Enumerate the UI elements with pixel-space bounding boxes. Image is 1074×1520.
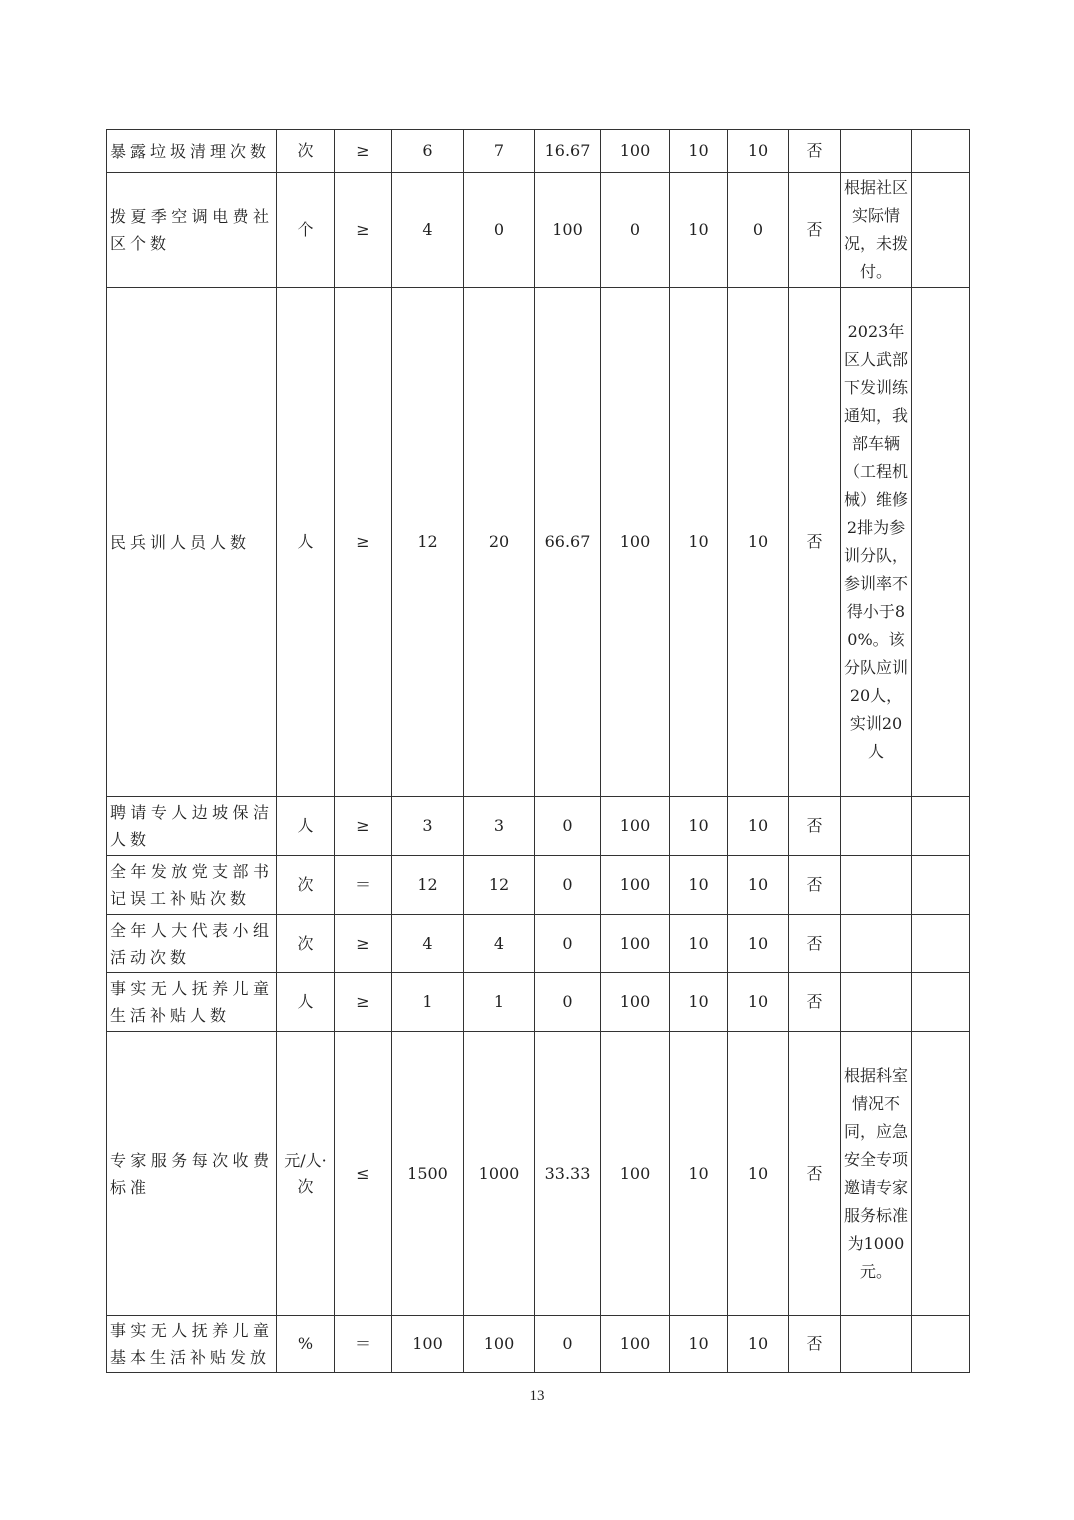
table-row: [107, 288, 970, 797]
cell-extra: [912, 173, 970, 288]
cell-note: 根据科室情况不同，应急安全专项邀请专家服务标准为1000元。: [841, 1032, 912, 1316]
cell-extra: [912, 1316, 970, 1373]
cell-flag: 否: [789, 1032, 841, 1316]
cell-flag: 否: [789, 856, 841, 915]
cell-rate: 100: [601, 915, 670, 973]
cell-actual: 100: [464, 1316, 535, 1373]
cell-name: 事实无人抚养儿童基本生活补贴发放: [107, 1316, 277, 1373]
cell-dev: 33.33: [535, 1032, 601, 1316]
cell-op: ≥: [335, 973, 392, 1032]
page-number: 13: [529, 1388, 545, 1404]
cell-op: ≥: [335, 173, 392, 288]
cell-unit: 次: [277, 856, 335, 915]
cell-op: ≥: [335, 288, 392, 797]
cell-op: ≥: [335, 915, 392, 973]
cell-score: 10: [728, 797, 789, 856]
cell-unit: 元/人·次: [277, 1032, 335, 1316]
table-row: [107, 856, 970, 915]
cell-op: ≤: [335, 1032, 392, 1316]
cell-note: 2023年区人武部下发训练通知，我部车辆（工程机械）维修2排为参训分队，参训率不得小于80%。该分队应训20人，实训20人: [841, 288, 912, 797]
cell-score: 10: [728, 856, 789, 915]
cell-weight: 10: [670, 915, 728, 973]
cell-target: 12: [392, 288, 464, 797]
table-row: [107, 915, 970, 973]
cell-unit: 次: [277, 130, 335, 173]
cell-actual: 12: [464, 856, 535, 915]
cell-actual: 4: [464, 915, 535, 973]
cell-rate: 100: [601, 856, 670, 915]
cell-score: 10: [728, 288, 789, 797]
cell-actual: 1000: [464, 1032, 535, 1316]
cell-flag: 否: [789, 173, 841, 288]
cell-score: 10: [728, 1316, 789, 1373]
cell-dev: 0: [535, 856, 601, 915]
cell-flag: 否: [789, 973, 841, 1032]
cell-score: 10: [728, 915, 789, 973]
cell-note: 根据社区实际情况，未拨付。: [841, 173, 912, 288]
cell-name: 民兵训人员人数: [107, 288, 277, 797]
cell-target: 4: [392, 173, 464, 288]
cell-weight: 10: [670, 797, 728, 856]
cell-dev: 0: [535, 1316, 601, 1373]
cell-note: [841, 915, 912, 973]
cell-weight: 10: [670, 130, 728, 173]
cell-score: 10: [728, 1032, 789, 1316]
table-row: [107, 973, 970, 1032]
cell-weight: 10: [670, 973, 728, 1032]
table-row: [107, 1032, 970, 1316]
cell-unit: 人: [277, 973, 335, 1032]
cell-rate: 100: [601, 130, 670, 173]
cell-dev: 100: [535, 173, 601, 288]
cell-flag: 否: [789, 130, 841, 173]
cell-weight: 10: [670, 856, 728, 915]
cell-weight: 10: [670, 173, 728, 288]
cell-extra: [912, 130, 970, 173]
table-row: [107, 173, 970, 288]
table-row: [107, 130, 970, 173]
cell-score: 10: [728, 973, 789, 1032]
cell-dev: 0: [535, 797, 601, 856]
cell-actual: 0: [464, 173, 535, 288]
cell-extra: [912, 288, 970, 797]
cell-target: 3: [392, 797, 464, 856]
cell-rate: 100: [601, 797, 670, 856]
cell-flag: 否: [789, 915, 841, 973]
table-row: [107, 797, 970, 856]
cell-target: 1500: [392, 1032, 464, 1316]
cell-name: 事实无人抚养儿童生活补贴人数: [107, 973, 277, 1032]
table-row: [107, 1316, 970, 1373]
cell-actual: 7: [464, 130, 535, 173]
cell-extra: [912, 797, 970, 856]
cell-dev: 16.67: [535, 130, 601, 173]
cell-target: 6: [392, 130, 464, 173]
cell-extra: [912, 1032, 970, 1316]
cell-dev: 0: [535, 973, 601, 1032]
cell-target: 4: [392, 915, 464, 973]
cell-score: 0: [728, 173, 789, 288]
cell-rate: 100: [601, 1032, 670, 1316]
cell-name: 全年发放党支部书记误工补贴次数: [107, 856, 277, 915]
cell-name: 全年人大代表小组活动次数: [107, 915, 277, 973]
cell-name: 拨夏季空调电费社区个数: [107, 173, 277, 288]
cell-name: 暴露垃圾清理次数: [107, 130, 277, 173]
cell-unit: 人: [277, 797, 335, 856]
cell-unit: 次: [277, 915, 335, 973]
cell-unit: %: [277, 1316, 335, 1373]
cell-flag: 否: [789, 1316, 841, 1373]
cell-dev: 66.67: [535, 288, 601, 797]
cell-weight: 10: [670, 1316, 728, 1373]
cell-extra: [912, 973, 970, 1032]
cell-target: 12: [392, 856, 464, 915]
cell-rate: 0: [601, 173, 670, 288]
cell-actual: 3: [464, 797, 535, 856]
cell-note: [841, 973, 912, 1032]
cell-target: 100: [392, 1316, 464, 1373]
cell-actual: 20: [464, 288, 535, 797]
cell-extra: [912, 856, 970, 915]
cell-actual: 1: [464, 973, 535, 1032]
cell-name: 聘请专人边坡保洁人数: [107, 797, 277, 856]
cell-flag: 否: [789, 797, 841, 856]
cell-dev: 0: [535, 915, 601, 973]
cell-weight: 10: [670, 1032, 728, 1316]
cell-target: 1: [392, 973, 464, 1032]
cell-note: [841, 130, 912, 173]
cell-note: [841, 797, 912, 856]
performance-table: [106, 129, 970, 1373]
cell-weight: 10: [670, 288, 728, 797]
cell-op: ＝: [335, 1316, 392, 1373]
cell-op: ＝: [335, 856, 392, 915]
cell-op: ≥: [335, 797, 392, 856]
cell-rate: 100: [601, 1316, 670, 1373]
cell-rate: 100: [601, 288, 670, 797]
cell-op: ≥: [335, 130, 392, 173]
cell-unit: 人: [277, 288, 335, 797]
cell-name: 专家服务每次收费标准: [107, 1032, 277, 1316]
cell-flag: 否: [789, 288, 841, 797]
cell-extra: [912, 915, 970, 973]
cell-rate: 100: [601, 973, 670, 1032]
cell-note: [841, 1316, 912, 1373]
cell-note: [841, 856, 912, 915]
cell-unit: 个: [277, 173, 335, 288]
cell-score: 10: [728, 130, 789, 173]
